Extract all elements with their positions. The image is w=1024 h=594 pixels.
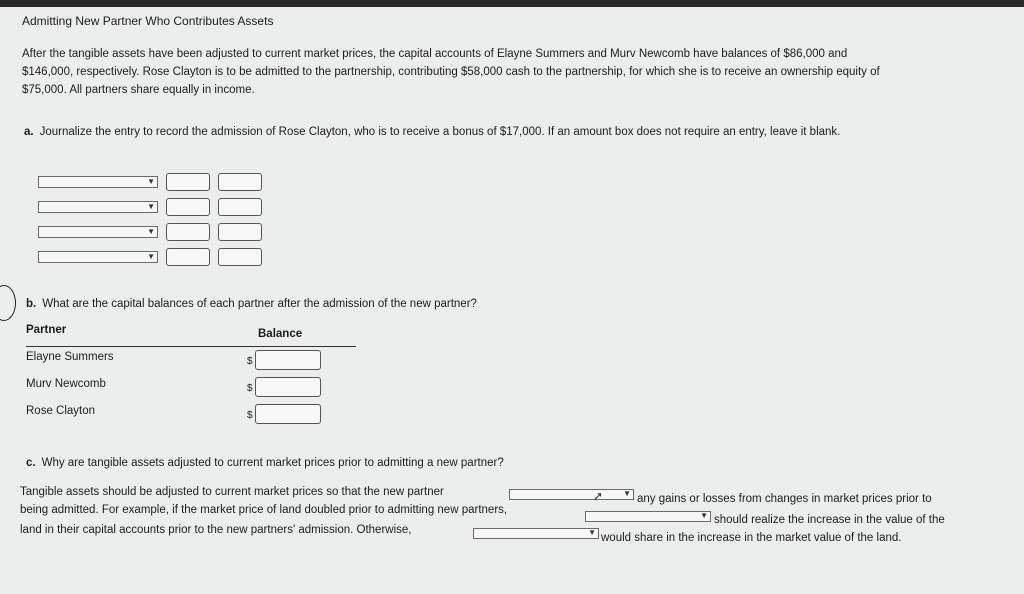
balance-input-rose[interactable]	[255, 404, 321, 424]
credit-amount-input[interactable]	[218, 173, 262, 191]
account-dropdown[interactable]	[38, 176, 158, 188]
partner-name: Rose Clayton	[26, 405, 96, 417]
balance-column-header: Balance	[258, 328, 303, 340]
part-a-label: a.	[24, 126, 34, 138]
part-c-sentence-4: should realize the increase in the value of the	[714, 514, 945, 526]
chevron-down-icon: ▼	[623, 489, 631, 498]
part-c-sentence-2: any gains or losses from changes in market prices prior to	[637, 493, 932, 505]
journal-row	[38, 248, 262, 266]
account-dropdown[interactable]	[38, 226, 158, 238]
part-a-question	[24, 126, 840, 138]
existing-partners-dropdown[interactable]	[585, 511, 711, 522]
journal-row	[38, 198, 262, 216]
top-bar	[0, 0, 1024, 7]
chevron-down-icon: ▼	[588, 528, 596, 537]
chevron-down-icon: ▼	[147, 227, 155, 236]
mouse-cursor-icon: ➚	[593, 489, 604, 503]
currency-symbol: $	[247, 356, 253, 367]
part-a-text: Journalize the entry to record the admission of Rose Clayton, who is to receive a bonus of $17,000. If an amount box does not require an entry, leave it blank.	[39, 126, 841, 138]
debit-amount-input[interactable]	[166, 248, 210, 266]
part-c-sentence-6: would share in the increase in the market value of the land.	[601, 532, 902, 544]
intro-line-2: $146,000, respectively. Rose Clayton is to be admitted to the partnership, contributing $58,000 cash to the partnership, for which she is to receive an ownership equity of	[22, 66, 880, 78]
account-dropdown[interactable]	[38, 201, 158, 213]
intro-line-1: After the tangible assets have been adjusted to current market prices, the capital accounts of Elayne Summers and Murv Newcomb have balances of $86,000 and	[22, 48, 848, 60]
part-c-question	[26, 457, 504, 469]
debit-amount-input[interactable]	[166, 223, 210, 241]
part-c-sentence-5: land in their capital accounts prior to the new partners' admission. Otherwise,	[20, 524, 412, 536]
journal-row	[38, 223, 262, 241]
currency-symbol: $	[247, 410, 253, 421]
part-b-text: What are the capital balances of each partner after the admission of the new partner?	[42, 298, 477, 310]
intro-line-3: $75,000. All partners share equally in income.	[22, 84, 255, 96]
currency-symbol: $	[247, 383, 253, 394]
balance-input-murv[interactable]	[255, 377, 321, 397]
table-header-divider	[26, 346, 356, 347]
partner-name: Murv Newcomb	[26, 378, 106, 390]
part-b-label: b.	[26, 298, 37, 310]
debit-amount-input[interactable]	[166, 173, 210, 191]
part-c-sentence-3: being admitted. For example, if the market price of land doubled prior to admitting new partners,	[20, 504, 508, 516]
chevron-down-icon: ▼	[147, 202, 155, 211]
part-c-sentence-1: Tangible assets should be adjusted to current market prices so that the new partner	[20, 486, 444, 498]
partner-column-header: Partner	[26, 324, 67, 336]
part-c-label: c.	[26, 457, 36, 469]
account-dropdown[interactable]	[38, 251, 158, 263]
credit-amount-input[interactable]	[218, 248, 262, 266]
part-b-question	[26, 298, 477, 310]
chevron-down-icon: ▼	[147, 252, 155, 261]
chevron-down-icon: ▼	[700, 511, 708, 520]
otherwise-dropdown[interactable]	[473, 528, 599, 539]
page-title: Admitting New Partner Who Contributes Assets	[22, 14, 274, 28]
part-c-text: Why are tangible assets adjusted to current market prices prior to admitting a new partner?	[41, 457, 504, 469]
credit-amount-input[interactable]	[218, 198, 262, 216]
credit-amount-input[interactable]	[218, 223, 262, 241]
problem-intro	[22, 45, 1012, 99]
balance-input-elayne[interactable]	[255, 350, 321, 370]
journal-row	[38, 173, 262, 191]
new-partner-dropdown[interactable]	[509, 489, 634, 500]
partner-name: Elayne Summers	[26, 351, 114, 363]
debit-amount-input[interactable]	[166, 198, 210, 216]
chevron-down-icon: ▼	[147, 177, 155, 186]
